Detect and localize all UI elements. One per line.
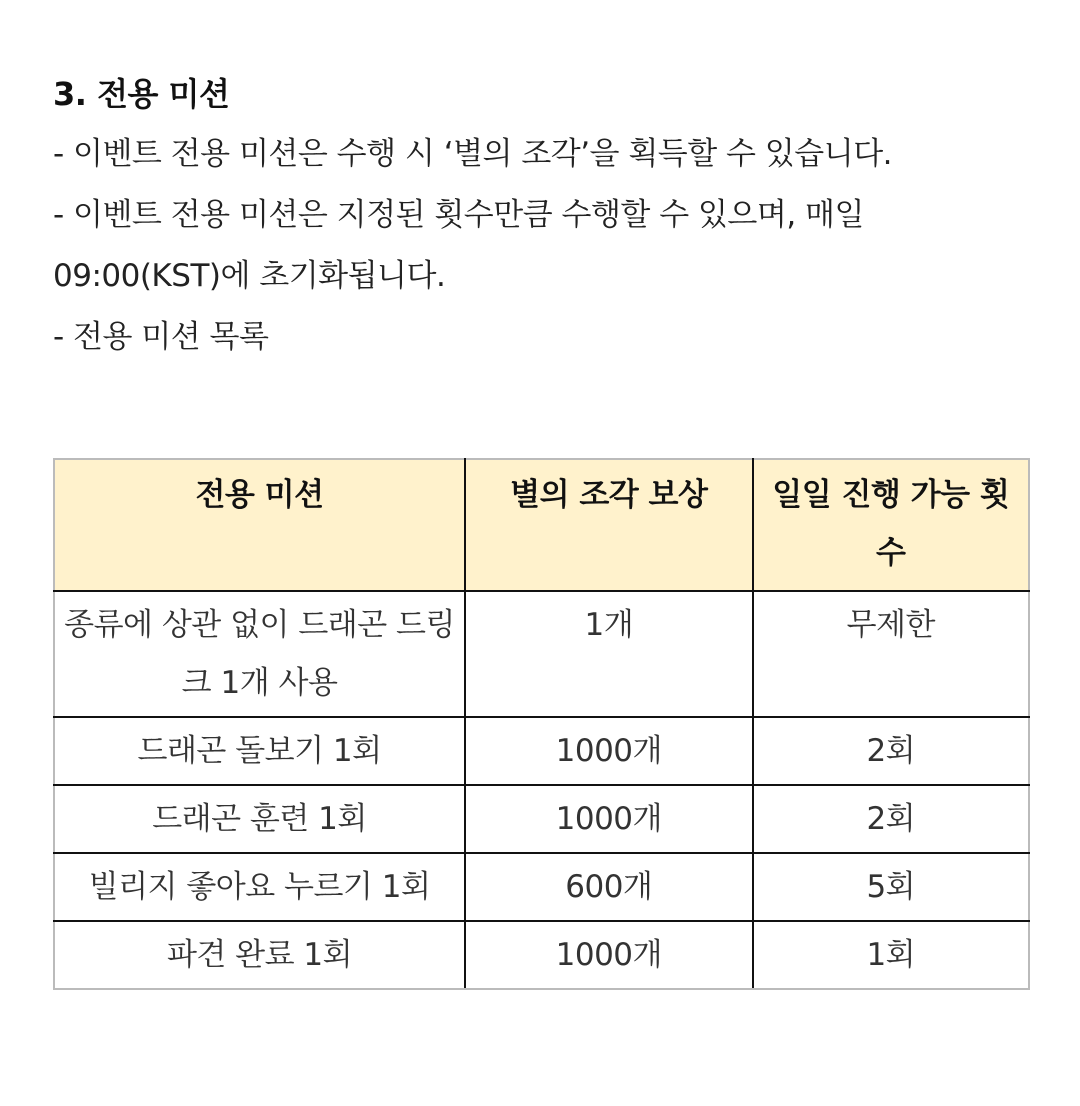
cell-reward: 1000개	[465, 717, 753, 785]
cell-mission: 드래곤 돌보기 1회	[54, 717, 465, 785]
table-header-row	[54, 459, 1029, 591]
cell-reward: 1000개	[465, 785, 753, 853]
table-row	[54, 853, 1029, 921]
cell-limit: 2회	[753, 785, 1029, 853]
section-title: 3. 전용 미션	[53, 75, 230, 113]
mission-table	[53, 458, 1030, 990]
cell-limit: 무제한	[753, 591, 1029, 717]
table-row	[54, 785, 1029, 853]
cell-reward: 1000개	[465, 921, 753, 989]
cell-mission: 드래곤 훈련 1회	[54, 785, 465, 853]
cell-mission: 빌리지 좋아요 누르기 1회	[54, 853, 465, 921]
table-row	[54, 591, 1029, 717]
paragraph-limit-info: - 이벤트 전용 미션은 지정된 횟수만큼 수행할 수 있으며, 매일	[53, 197, 864, 233]
cell-limit: 1회	[753, 921, 1029, 989]
paragraph-reward-info: - 이벤트 전용 미션은 수행 시 ‘별의 조각’을 획득할 수 있습니다.	[53, 136, 892, 172]
paragraph-list-heading: - 전용 미션 목록	[53, 319, 269, 355]
header-mission: 전용 미션	[54, 459, 465, 591]
cell-limit: 2회	[753, 717, 1029, 785]
cell-mission: 파견 완료 1회	[54, 921, 465, 989]
paragraph-reset-time: 09:00(KST)에 초기화됩니다.	[53, 258, 446, 294]
cell-limit: 5회	[753, 853, 1029, 921]
cell-reward: 1개	[465, 591, 753, 717]
table-row	[54, 921, 1029, 989]
cell-mission: 종류에 상관 없이 드래곤 드링크 1개 사용	[54, 591, 465, 717]
header-reward: 별의 조각 보상	[465, 459, 753, 591]
table-row	[54, 717, 1029, 785]
header-daily-limit: 일일 진행 가능 횟수	[753, 459, 1029, 591]
mission-section	[53, 64, 1033, 368]
cell-reward: 600개	[465, 853, 753, 921]
